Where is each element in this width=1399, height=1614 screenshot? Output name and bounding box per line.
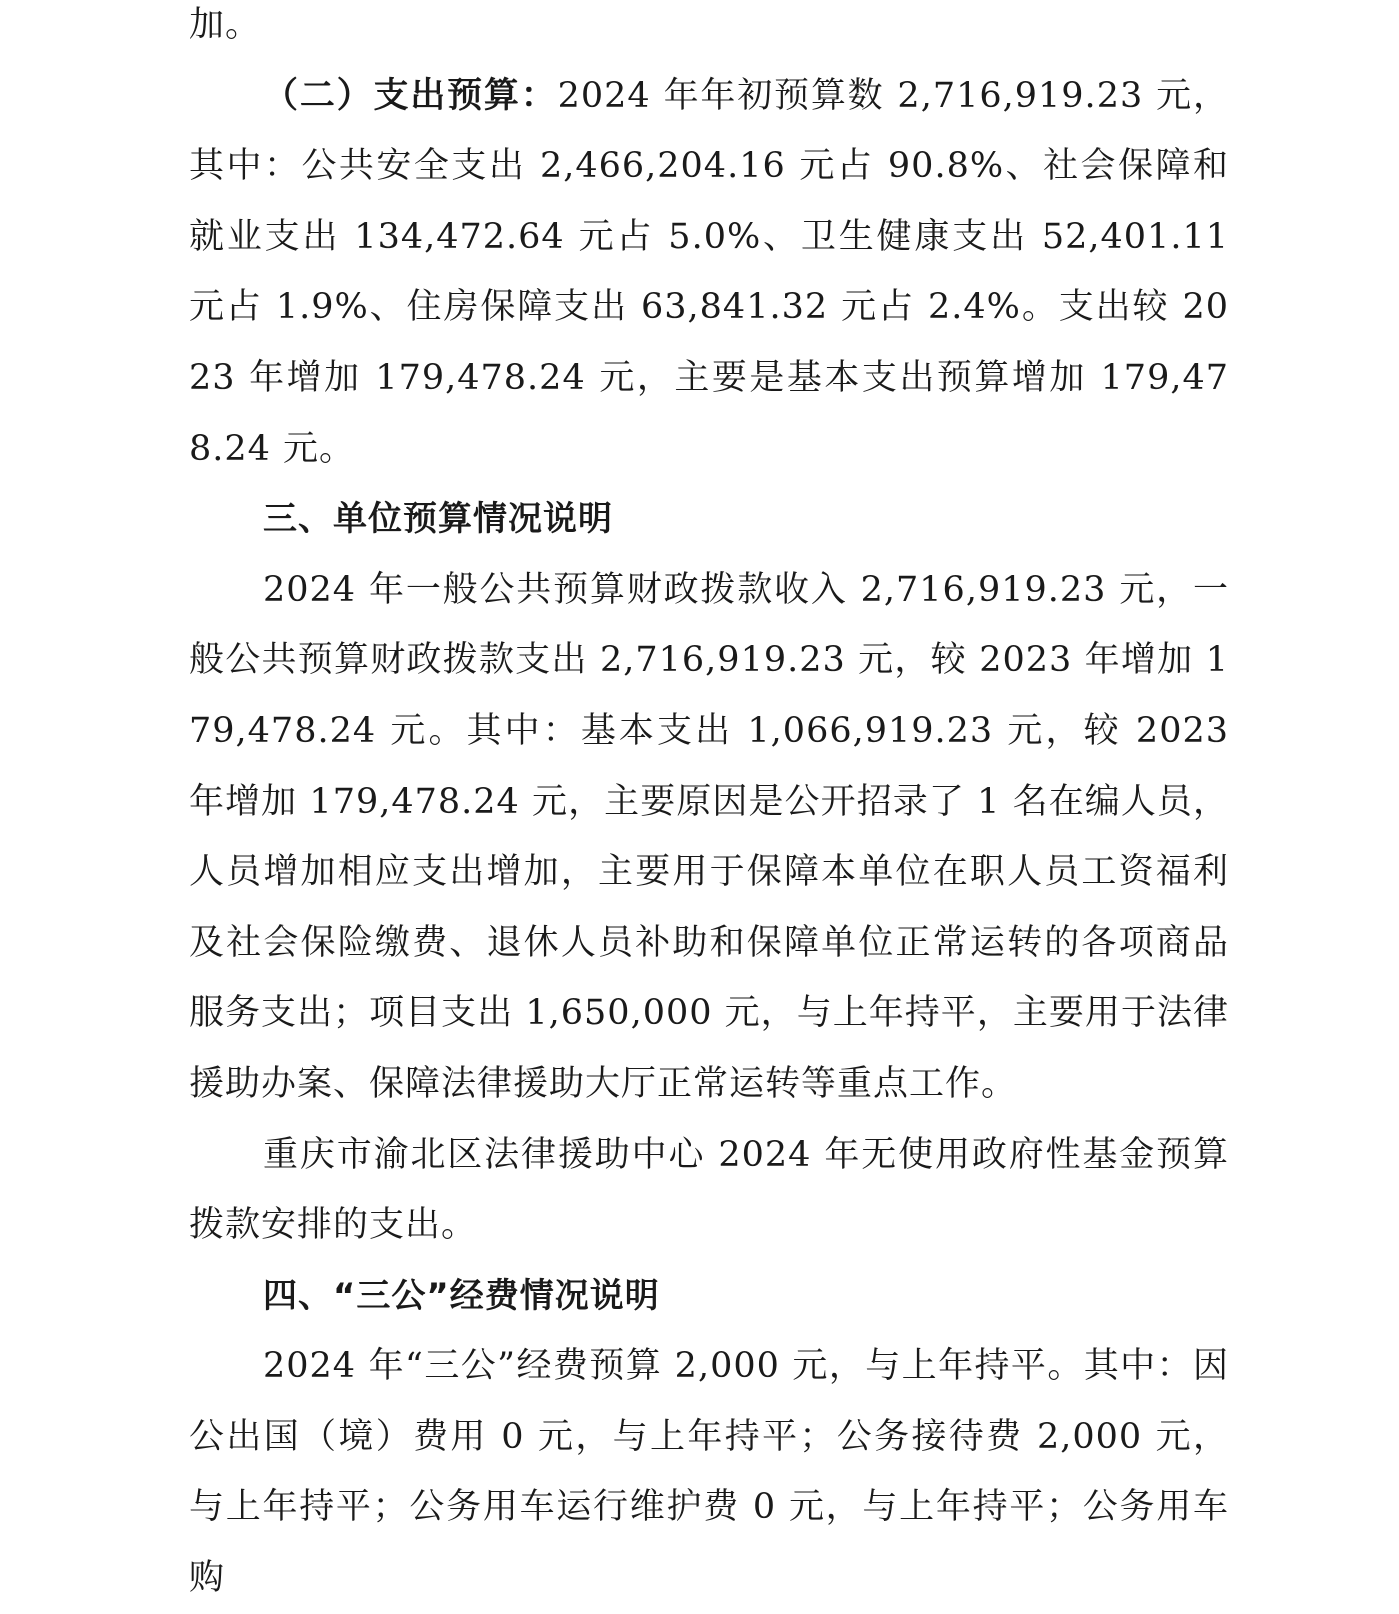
heading-unit-budget: 三、单位预算情况说明 [263, 499, 613, 540]
document-page [189, 0, 1229, 1614]
heading-three-public-expenses: 四、“三公”经费情况说明 [263, 1275, 660, 1316]
paragraph-expenditure-budget [189, 61, 1229, 485]
expenditure-budget-text: 2024 年年初预算数 2,716,919.23 元，其中：公共安全支出 2,466,204.16 元占 90.8%、社会保障和就业支出 134,472.64 元占 5.0%、卫生健康支出 52,401.11 元占 1.9%、住房保障支出 63,841.32 元占 2.4%。支出较 2023 年增加 179,478.24 元，主要是基本支出预算增加 179,478.24 元。 [189, 75, 1229, 469]
paragraph-three-public-expenses: 2024 年“三公”经费预算 2,000 元，与上年持平。其中：因公出国（境）费用 0 元，与上年持平；公务接待费 2,000 元，与上年持平；公务用车运行维护费 0 元，与上年持平；公务用车购 [189, 1346, 1229, 1599]
expenditure-budget-label: （二）支出预算： [263, 75, 558, 116]
paragraph-fragment: 加。 [189, 5, 262, 45]
paragraph-unit-budget: 2024 年一般公共预算财政拨款收入 2,716,919.23 元，一般公共预算财政拨款支出 2,716,919.23 元，较 2023 年增加 179,478.24 元。其中：基本支出 1,066,919.23 元，较 2023 年增加 179,478.24 元，主要原因是公开招录了 1 名在编人员，人员增加相应支出增加，主要用于保障本单位在职人员工资福利及社会保险缴费、退休人员补助和保障单位正常运转的各项商品服务支出；项目支出 1,650,000 元，与上年持平，主要用于法律援助办案、保障法律援助大厅正常运转等重点工作。 [189, 569, 1229, 1104]
paragraph-government-fund: 重庆市渝北区法律援助中心 2024 年无使用政府性基金预算拨款安排的支出。 [189, 1134, 1229, 1246]
